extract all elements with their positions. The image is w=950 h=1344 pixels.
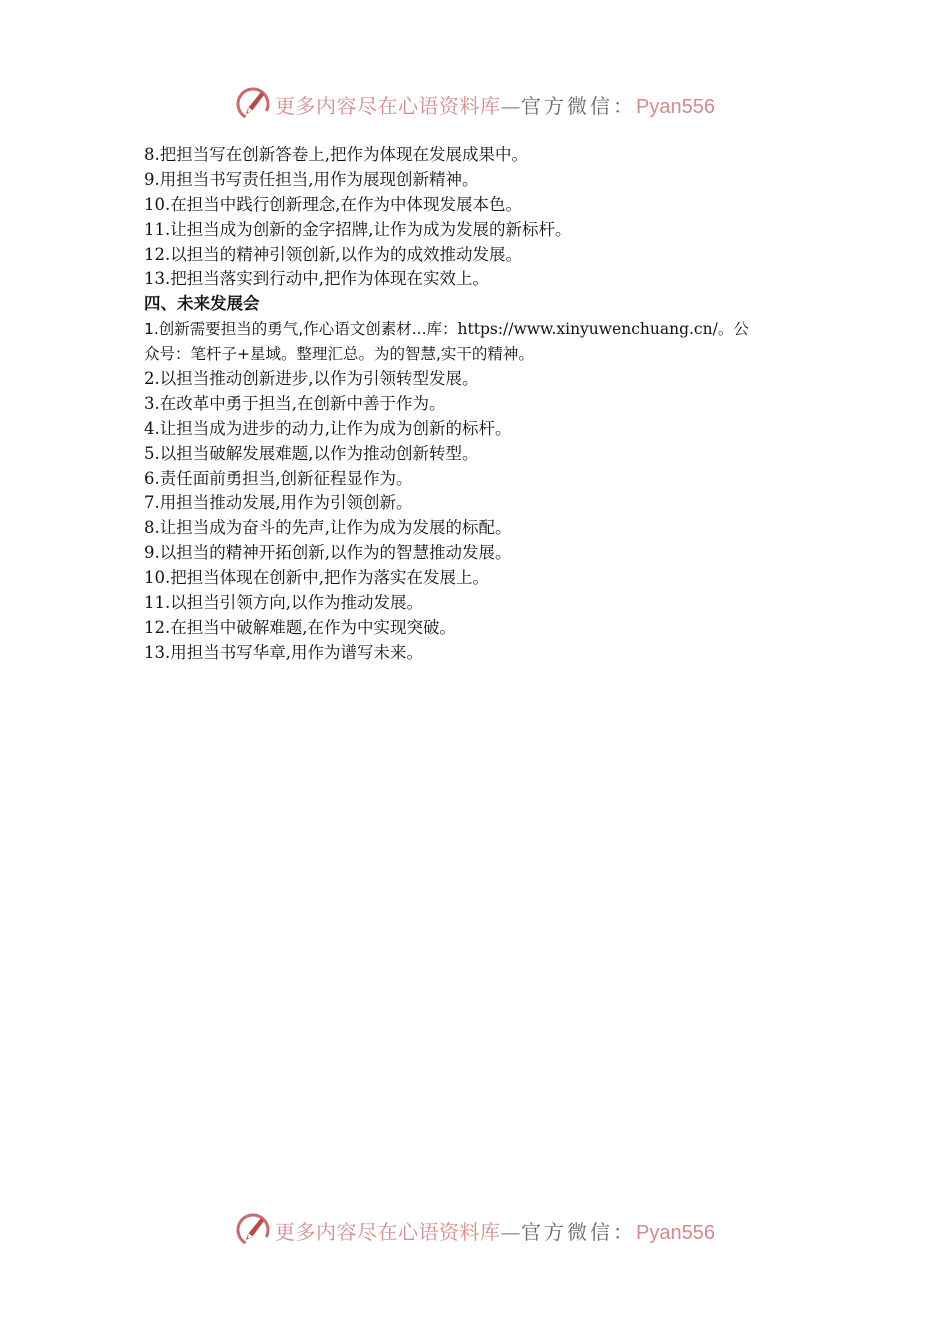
website-link[interactable]: https://www.xinyuwenchuang.cn/ bbox=[457, 320, 718, 339]
list-item: 2.以担当推动创新进步,以作为引领转型发展。 bbox=[144, 369, 479, 389]
section-heading: 四、未来发展会 bbox=[144, 294, 260, 314]
banner-wechat-id: Pyan556 bbox=[636, 95, 715, 118]
pen-nib-circle-icon bbox=[235, 86, 271, 122]
list-item: 6.责任面前勇担当,创新征程显作为。 bbox=[144, 468, 413, 488]
list-item-continuation: 众号：笔杆子+星域。整理汇总。为的智慧,实干的精神。 bbox=[144, 345, 534, 364]
list-item: 10.在担当中践行创新理念,在作为中体现发展本色。 bbox=[144, 194, 522, 214]
banner-wechat-id: Pyan556 bbox=[636, 1221, 715, 1244]
list-item: 9.用担当书写责任担当,用作为展现创新精神。 bbox=[144, 169, 479, 189]
list-item: 4.让担当成为进步的动力,让作为成为创新的标杆。 bbox=[144, 418, 512, 438]
document-body bbox=[144, 143, 816, 666]
list-item: 8.把担当写在创新答卷上,把作为体现在发展成果中。 bbox=[144, 145, 528, 164]
list-item-text: 。公 bbox=[717, 320, 749, 339]
list-item: 12.以担当的精神引领创新,以作为的成效推动发展。 bbox=[144, 244, 522, 264]
list-item: 11.让担当成为创新的金字招牌,让作为成为发展的新标杆。 bbox=[144, 219, 572, 239]
banner-wechat-label: 官方微信： bbox=[521, 1219, 637, 1244]
list-item: 10.把担当体现在创新中,把作为落实在发展上。 bbox=[144, 568, 489, 588]
banner-wechat-label: 官方微信： bbox=[521, 93, 637, 118]
list-item: 13.把担当落实到行动中,把作为体现在实效上。 bbox=[144, 269, 489, 289]
list-item: 3.在改革中勇于担当,在创新中善于作为。 bbox=[144, 393, 446, 413]
list-item: 5.以担当破解发展难题,以作为推动创新转型。 bbox=[144, 443, 479, 463]
list-item-text: 1.创新需要担当的勇气,作心语文创素材...库： bbox=[144, 320, 458, 339]
list-item: 9.以担当的精神开拓创新,以作为的智慧推动发展。 bbox=[144, 543, 512, 563]
list-item: 12.在担当中破解难题,在作为中实现突破。 bbox=[144, 617, 456, 637]
pen-nib-circle-icon bbox=[235, 1212, 271, 1248]
footer-banner bbox=[0, 1208, 950, 1252]
list-item: 7.用担当推动发展,用作为引领创新。 bbox=[144, 493, 413, 513]
list-item: 11.以担当引领方向,以作为推动发展。 bbox=[144, 593, 423, 613]
banner-separator: — bbox=[500, 1219, 522, 1244]
list-item: 8.让担当成为奋斗的先声,让作为成为发展的标配。 bbox=[144, 518, 512, 538]
header-banner bbox=[0, 82, 950, 126]
banner-text bbox=[275, 90, 715, 119]
banner-text bbox=[275, 1216, 715, 1245]
list-item-with-link bbox=[144, 317, 816, 342]
list-item: 13.用担当书写华章,用作为谱写未来。 bbox=[144, 642, 423, 662]
banner-separator: — bbox=[500, 93, 522, 118]
banner-title: 更多内容尽在心语资料库 bbox=[275, 1219, 501, 1244]
banner-title: 更多内容尽在心语资料库 bbox=[275, 93, 501, 118]
